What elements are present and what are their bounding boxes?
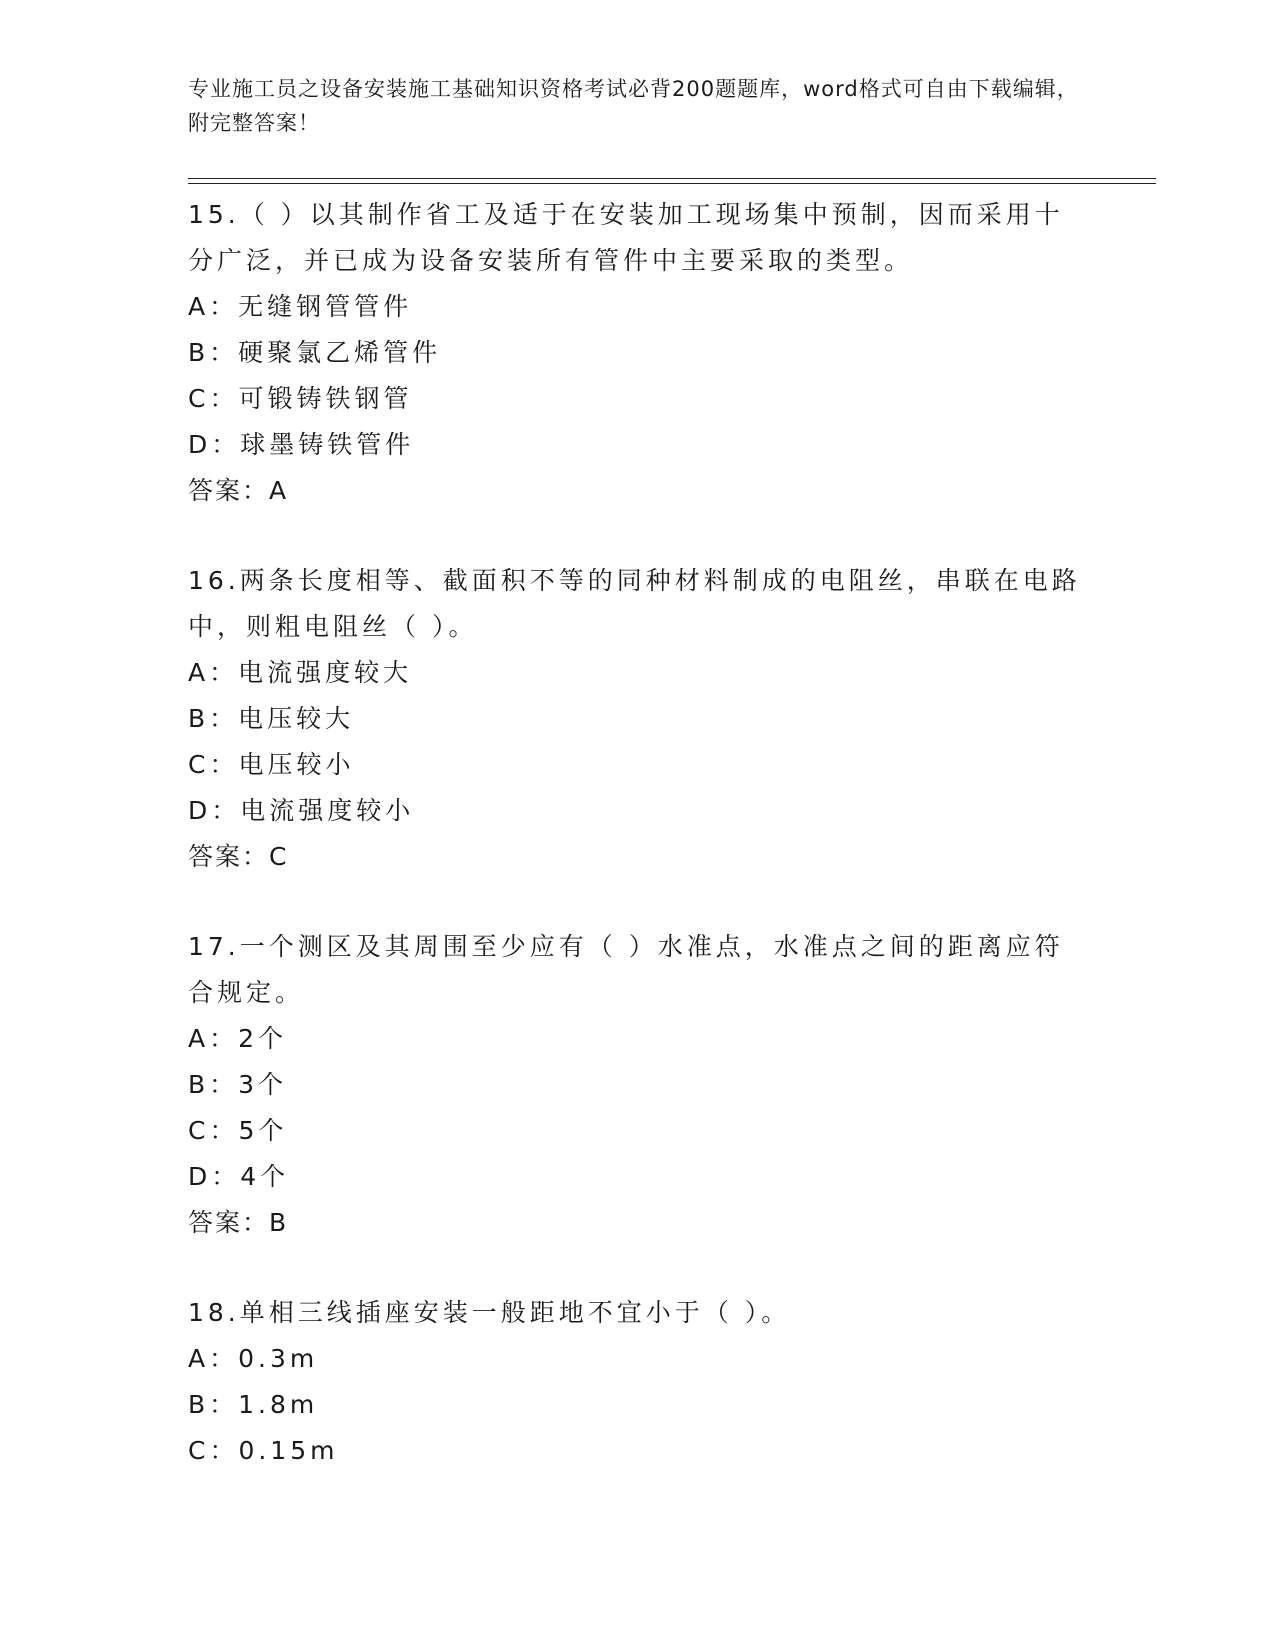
option-a: A：电流强度较大 (188, 658, 413, 687)
question-list (188, 192, 1088, 1474)
option-d: D：球墨铸铁管件 (188, 430, 415, 459)
option-b: B：硬聚氯乙烯管件 (188, 338, 442, 367)
question-18 (188, 1290, 1088, 1474)
option-b: B：1.8m (188, 1390, 319, 1419)
answer: 答案：C (188, 842, 289, 871)
header-divider-top (188, 178, 1156, 179)
answer: 答案：B (188, 1208, 289, 1237)
question-stem: 15.（ ）以其制作省工及适于在安装加工现场集中预制，因而采用十分广泛，并已成为设备安装所有管件中主要采取的类型。 (188, 200, 1064, 275)
option-a: A：2个 (188, 1024, 288, 1053)
option-d: D：4个 (188, 1162, 290, 1191)
question-stem: 16.两条长度相等、截面积不等的同种材料制成的电阻丝，串联在电路中，则粗电阻丝（ ）。 (188, 566, 1081, 641)
option-a: A：无缝钢管管件 (188, 292, 413, 321)
option-d: D：电流强度较小 (188, 796, 415, 825)
option-a: A：0.3m (188, 1344, 319, 1373)
option-b: B：3个 (188, 1070, 288, 1099)
answer: 答案：A (188, 476, 289, 505)
question-stem: 18.单相三线插座安装一般距地不宜小于（ ）。 (188, 1298, 791, 1327)
document-title: 专业施工员之设备安装施工基础知识资格考试必背200题题库，word格式可自由下载编辑，附完整答案！ (188, 77, 1079, 135)
question-17 (188, 924, 1088, 1246)
question-stem: 17.一个测区及其周围至少应有（ ）水准点，水准点之间的距离应符合规定。 (188, 932, 1064, 1007)
option-b: B：电压较大 (188, 704, 355, 733)
question-16 (188, 558, 1088, 880)
question-15 (188, 192, 1088, 514)
header-divider-bottom (188, 183, 1156, 184)
option-c: C：可锻铸铁钢管 (188, 384, 413, 413)
option-c: C：0.15m (188, 1436, 339, 1465)
option-c: C：电压较小 (188, 750, 355, 779)
option-c: C：5个 (188, 1116, 288, 1145)
